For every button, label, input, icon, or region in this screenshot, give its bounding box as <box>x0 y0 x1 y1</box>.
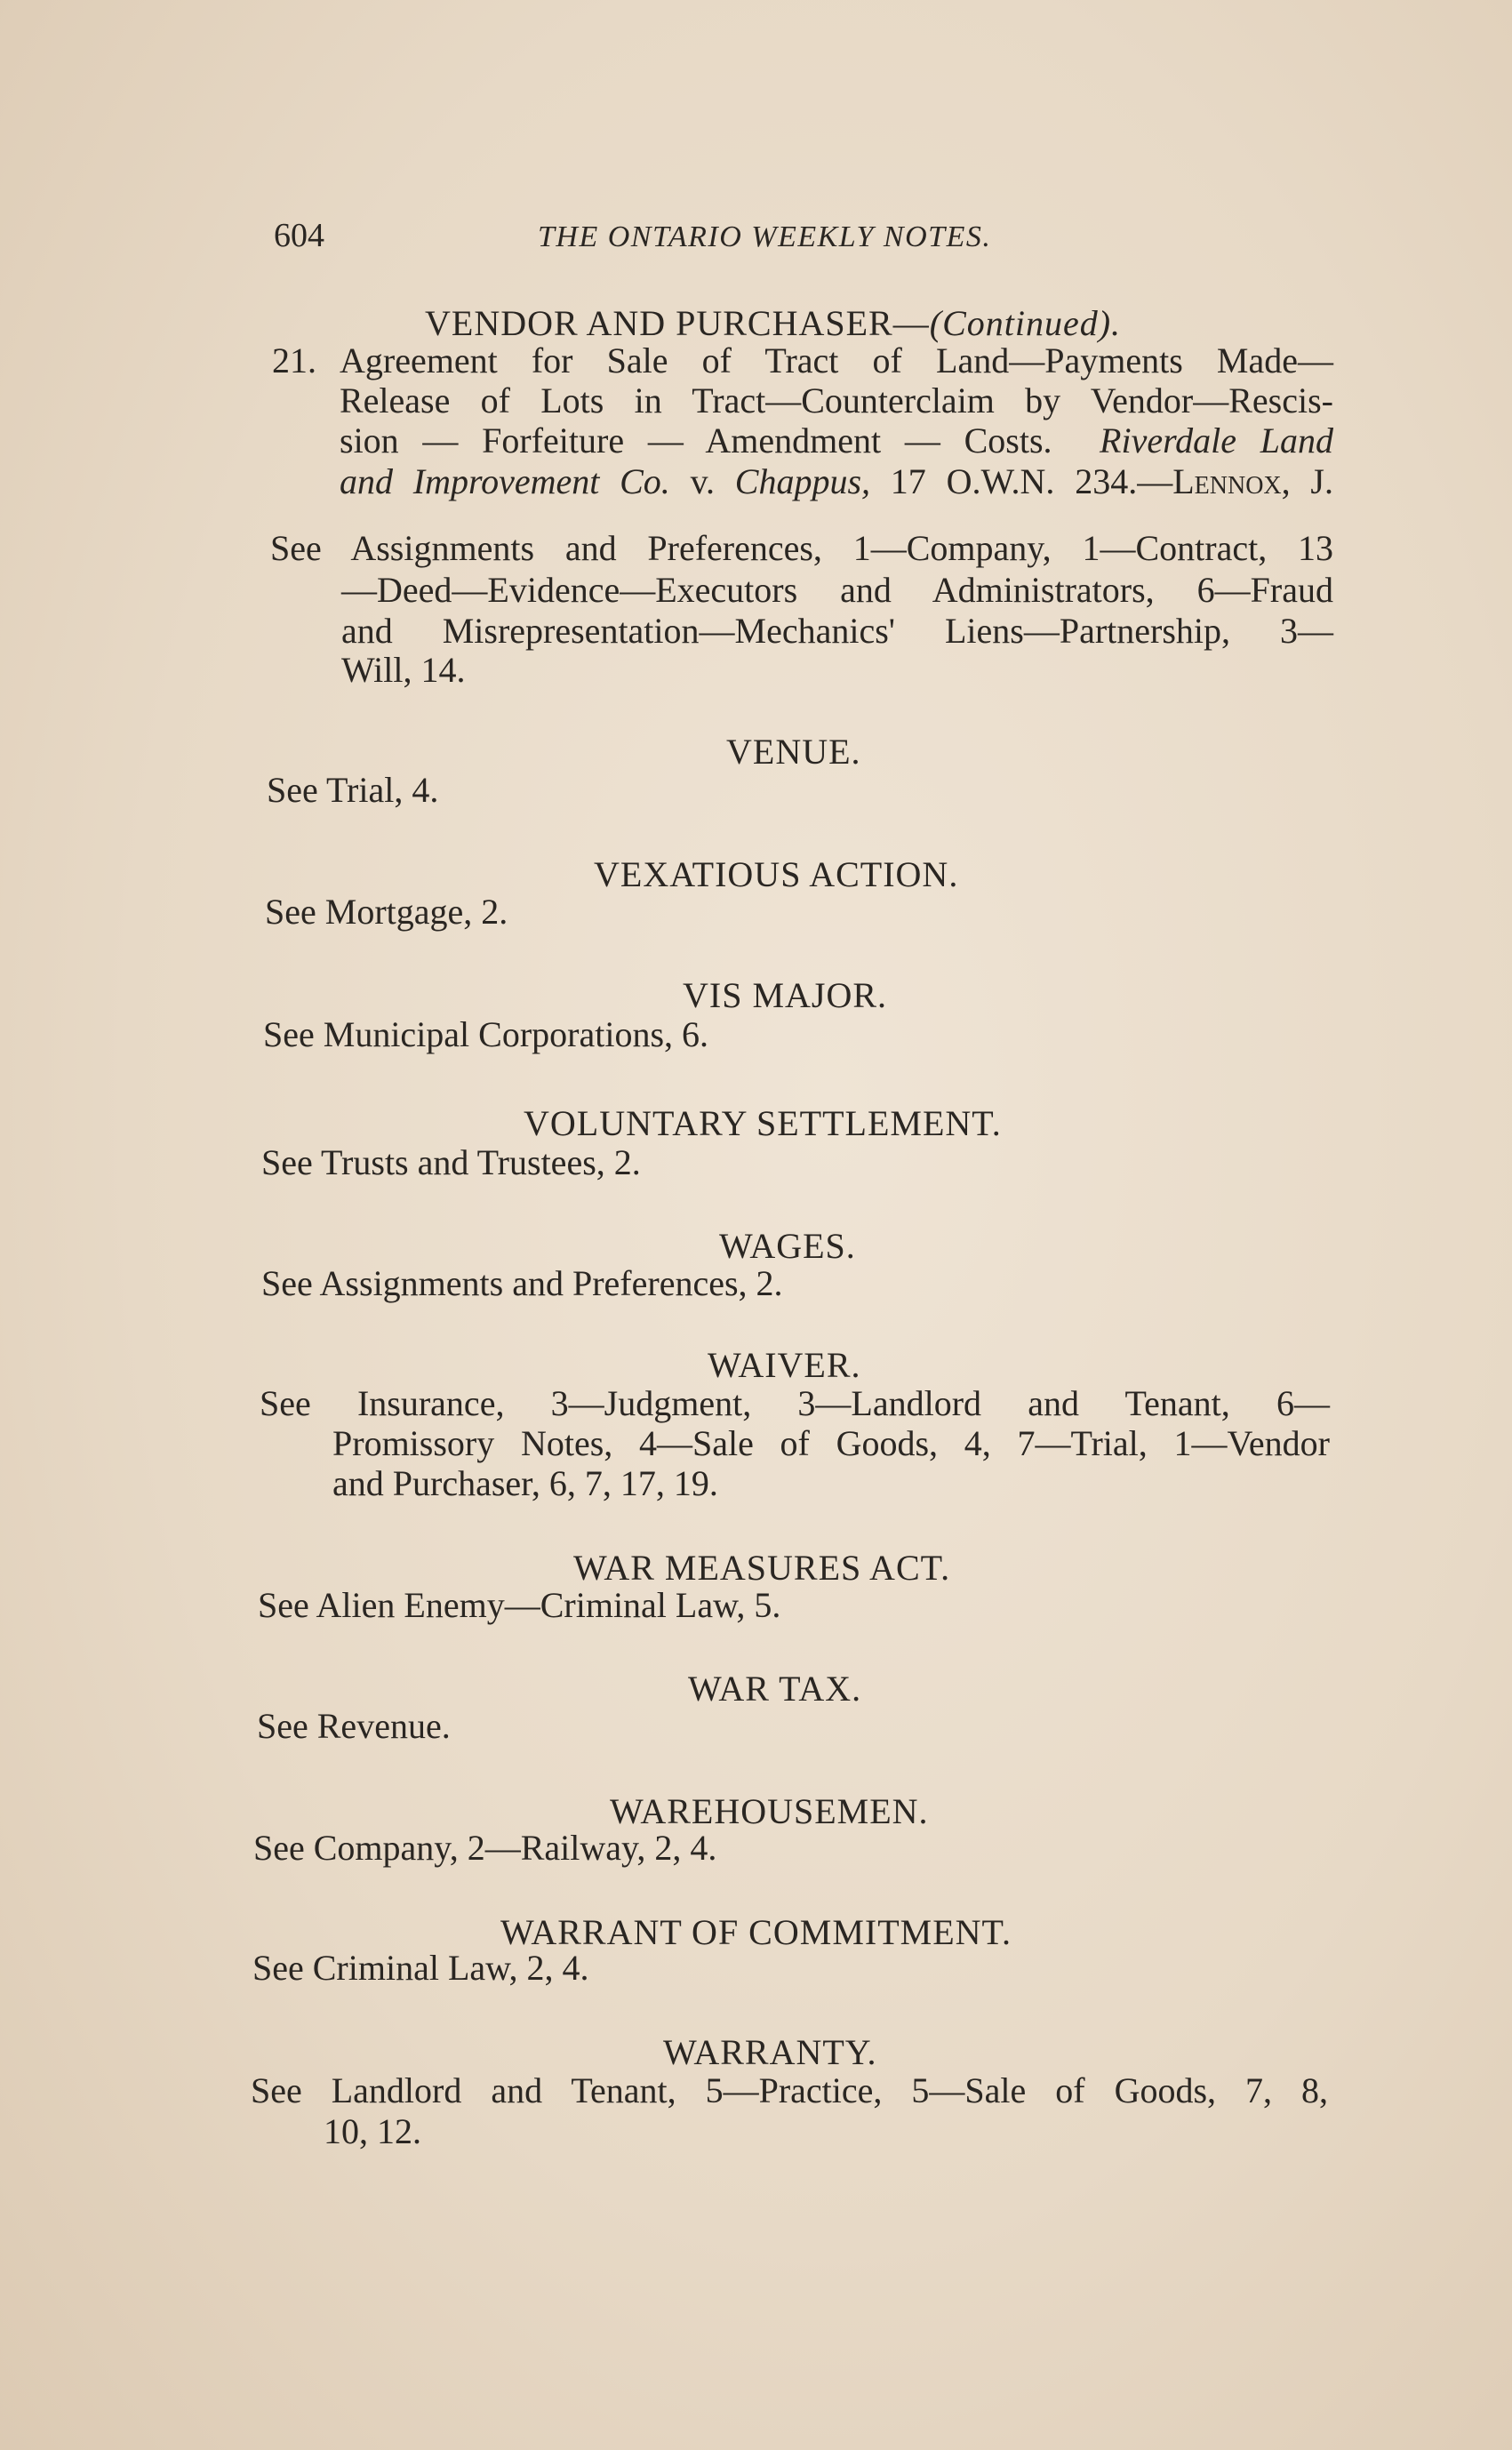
see-reference-line: Promissory Notes, 4—Sale of Goods, 4, 7—Trial, 1—Vendor <box>332 1423 1330 1463</box>
running-title: THE ONTARIO WEEKLY NOTES. <box>538 220 992 253</box>
heading-text: VENDOR AND PURCHASER— <box>425 303 930 343</box>
see-reference: See Assignments and Preferences, 2. <box>261 1263 783 1303</box>
see-reference-line: See Assignments and Preferences, 1—Company, 1—Contract, 13 <box>270 528 1333 568</box>
see-reference: See Alien Enemy—Criminal Law, 5. <box>258 1585 781 1625</box>
page-number: 604 <box>274 217 324 254</box>
see-reference-line: 10, 12. <box>324 2111 421 2151</box>
see-reference: See Municipal Corporations, 6. <box>263 1014 709 1054</box>
case-name: and Improvement Co. <box>340 461 670 501</box>
see-reference-line: and Misrepresentation—Mechanics' Liens—Partnership, 3— <box>341 611 1333 651</box>
entry-number: 21. <box>272 340 316 380</box>
entry-line: sion — Forfeiture — Amendment — Costs. Riverdale Land <box>340 420 1334 460</box>
entry-line: Agreement for Sale of Tract of Land—Payments Made— <box>340 340 1333 380</box>
entry-line: and Improvement Co. v. Chappus, 17 O.W.N. 234.—Lennox, J. <box>340 461 1333 501</box>
section-heading: WARRANTY. <box>663 2032 877 2072</box>
see-reference: See Trial, 4. <box>267 770 439 810</box>
see-reference: See Trusts and Trustees, 2. <box>261 1142 641 1182</box>
section-heading: VIS MAJOR. <box>683 975 888 1015</box>
section-heading: WAR MEASURES ACT. <box>573 1548 951 1588</box>
section-heading: WAIVER. <box>708 1345 861 1385</box>
see-reference: See Company, 2—Railway, 2, 4. <box>253 1828 717 1868</box>
heading-continued: (Continued). <box>929 303 1122 343</box>
case-name: Riverdale Land <box>1100 420 1334 460</box>
section-heading: VENUE. <box>726 732 861 772</box>
section-heading: WAGES. <box>719 1226 856 1266</box>
section-heading-vendor-purchaser <box>425 302 1121 344</box>
section-heading: VEXATIOUS ACTION. <box>594 854 959 894</box>
judge-name: Lennox <box>1172 461 1282 501</box>
see-reference-line: See Landlord and Tenant, 5—Practice, 5—Sale of Goods, 7, 8, <box>251 2070 1328 2110</box>
see-reference-line: See Insurance, 3—Judgment, 3—Landlord and Tenant, 6— <box>260 1383 1330 1423</box>
see-reference-line: —Deed—Evidence—Executors and Administrators, 6—Fraud <box>341 570 1333 610</box>
see-reference: See Mortgage, 2. <box>265 892 508 932</box>
section-heading: WARRANT OF COMMITMENT. <box>500 1912 1012 1952</box>
see-reference-line: Will, 14. <box>341 650 466 690</box>
section-heading: WAREHOUSEMEN. <box>610 1791 929 1831</box>
see-reference: See Revenue. <box>257 1706 451 1746</box>
see-reference: See Criminal Law, 2, 4. <box>252 1948 589 1988</box>
see-reference-line: and Purchaser, 6, 7, 17, 19. <box>332 1463 718 1503</box>
section-heading: WAR TAX. <box>688 1669 862 1709</box>
entry-line: Release of Lots in Tract—Counterclaim by Vendor—Rescis- <box>340 380 1333 420</box>
section-heading: VOLUNTARY SETTLEMENT. <box>524 1103 1002 1143</box>
